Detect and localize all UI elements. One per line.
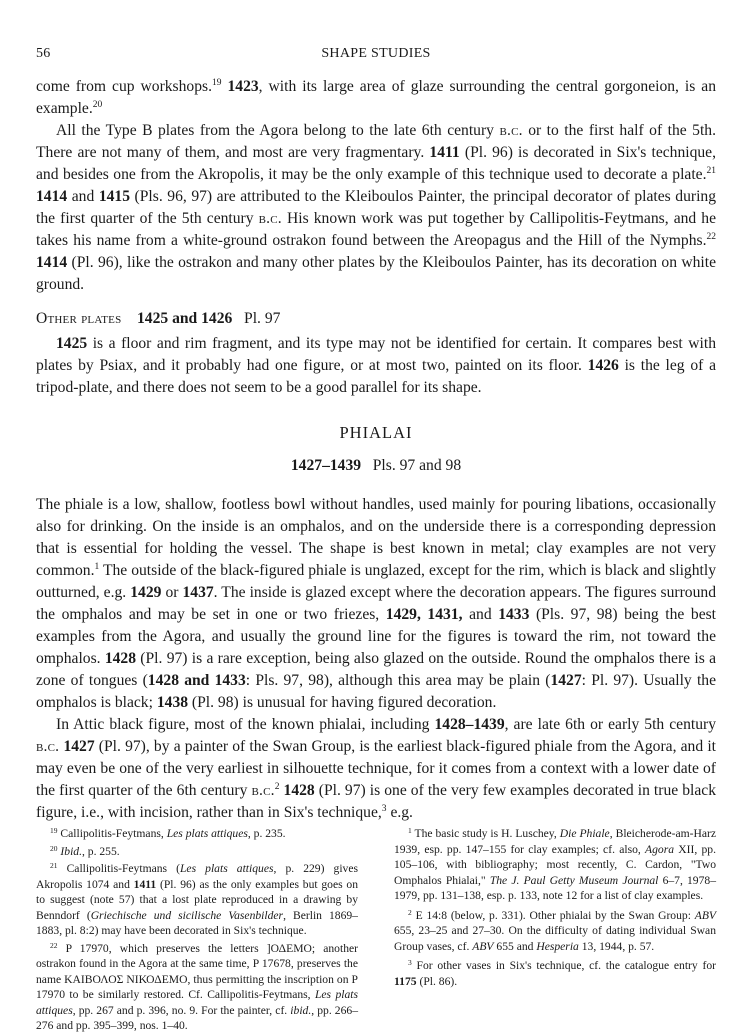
footnote-ref: 1 <box>94 562 100 572</box>
subsection-heading: Other plates 1425 and 1426 Pl. 97 <box>36 310 281 327</box>
footnote: $^{20}$ Ibid., p. 255. <box>50 843 120 858</box>
paragraph: In Attic black figure, most of the known phialai, including 1428–1439, are late 6th or early 5th century b.c. 1427 (Pl. 97), by a painter of the Swan Group, is the earliest black-figured phiale from the Agora, and it may even be one of the very earliest in silhouette technique, for it comes from a context with a lower date of the first quarter of the 6th century b.c.$^2$ 1428 (Pl. 97) is one of the very few examples decorated in true black figure, i.e., with incision, rather than in Six's technique,$^3$ e.g. <box>36 716 716 821</box>
footnote: $^3$ For other vases in Six's technique, cf. the catalogue entry for 1175 (Pl. 86). <box>394 958 716 988</box>
page-number: 56 <box>36 46 51 61</box>
footnote: $^{21}$ Callipolitis-Feytmans (Les plats attiques, p. 229) gives Akropolis 1074 and 1411 (Pl. 96) as the only examples but goes on to suggest (note 57) that a lost plate reproduced in a drawing by Benndorf (Griechische und sicilische Vasenbilder, Berlin 1869–1883, pl. 8:2) may have been decorated in Six's technique. <box>36 861 358 937</box>
paragraph: come from cup workshops.$^{19}$ 1423, with its large area of glaze surrounding the central gorgoneion, is an example.$^{20}$ <box>36 78 717 117</box>
main-text <box>36 76 716 824</box>
running-header <box>36 46 716 66</box>
footnote-ref: 3 <box>381 804 387 814</box>
footnote: $^2$ E 14:8 (below, p. 331). Other phialai by the Swan Group: ABV 655, 23–25 and 27–30. On the difficulty of dating individual Swan Group vases, cf. ABV 655 and Hesperia 13, 1944, p. 57. <box>394 907 716 953</box>
footnote: $^1$ The basic study is H. Luschey, Die Phiale, Bleicherode-am-Harz 1939, esp. pp. 147–155 for clay examples; cf. also, Agora XII, pp. 105–106, with bibliography; most recently, C. Cardon, "Two Omphalos Phialai," The J. Paul Getty Museum Journal 6–7, 1978–1979, pp. 131–138, esp. p. 133, note 12 for a list of clay examples. <box>394 826 717 902</box>
paragraph: All the Type B plates from the Agora belong to the late 6th century b.c. or to the first half of the 5th. There are not many of them, and most are very fragmentary. 1411 (Pl. 96) is decorated in Six's technique, and besides one from the Akropolis, it may be the only example of this technique used to decorate a plate.$^{21}$ 1414 and 1415 (Pls. 96, 97) are attributed to the Kleiboulos Painter, the principal decorator of plates during the first quarter of the 5th century b.c. His known work was put together by Callipolitis-Feytmans, and he takes his name from a white-ground ostrakon found between the Areopagus and the Hill of the Nymphs.$^{22}$ 1414 (Pl. 96), like the ostrakon and many other plates by the Kleiboulos Painter, has its decoration on white ground. <box>36 122 717 293</box>
footnote-ref: 2 <box>274 782 280 792</box>
footnotes-right-column <box>394 826 716 991</box>
footnote-ref: 21 <box>706 166 716 176</box>
paragraph: The phiale is a low, shallow, footless bowl without handles, used mainly for pouring libations, occasionally also for drinking. On the inside is an omphalos, and on the underside there is a corresponding depression that is essential for holding the vessel. The shape is best known in metal; clay examples are not very common.$^1$ The outside of the black-figured phiale is unglazed, except for the rim, which is black and slightly outturned, e.g. 1429 or 1437. The inside is glazed except where the decoration appears. The figures surround the omphalos and may be set in one or two friezes, 1429, 1431, and 1433 (Pls. 97, 98) being the best examples from the Agora, and usually the ground line for the figures is toward the rim, not toward the omphalos. 1428 (Pl. 97) is a rare exception, being also glazed on the outside. Round the omphalos there is a zone of tongues (1428 and 1433: Pls. 97, 98), although this area may be plain (1427: Pl. 97). Usually the omphalos is black; 1438 (Pl. 98) is unusual for having figured decoration. <box>36 496 717 711</box>
footnote: $^{22}$ P 17970, which preserves the letters ]ΟΔΕΜΟ; another ostrakon found in the Agora at the same time, P 17678, preserves the name ΚΑΙΒΟΛΟΣ ΝΙΚΟΔΕΜΟ, thus permitting the inscription on P 17970 to be similarly restored. Cf. Callipolitis-Feytmans, Les plats attiques, pp. 267 and p. 396, no. 9. For the painter, cf. ibid., pp. 266–276 and pp. 395–399, nos. 1–40. <box>36 940 358 1032</box>
section-title: PHIALAI <box>339 423 413 442</box>
footnotes-left-column <box>36 826 358 1036</box>
paragraph: 1425 is a floor and rim fragment, and its type may not be identified for certain. It compares best with plates by Psiax, and it probably had one figure, or at most two, painted on its floor. 1426 is the leg of a tripod-plate, and there does not seem to be a good parallel for its shape. <box>36 335 716 396</box>
footnote-ref: 22 <box>706 232 716 242</box>
footnote-ref: 19 <box>212 78 222 88</box>
running-title: SHAPE STUDIES <box>321 46 431 61</box>
section-subtitle: 1427–1439 Pls. 97 and 98 <box>290 457 462 474</box>
footnote-ref: 20 <box>92 100 103 110</box>
footnote: $^{19}$ Callipolitis-Feytmans, Les plats attiques, p. 235. <box>50 826 286 840</box>
